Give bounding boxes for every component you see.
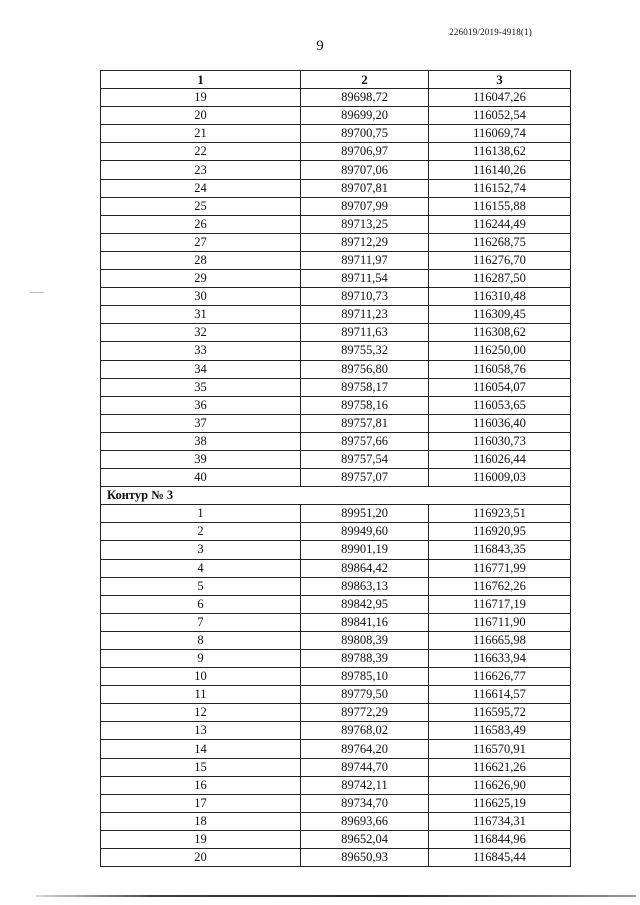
coordinate-x: 89808,39	[301, 631, 429, 649]
table-row	[101, 324, 571, 342]
coordinate-x: 89768,02	[301, 722, 429, 740]
coordinate-y: 116843,35	[429, 541, 571, 559]
coordinate-y: 116762,26	[429, 577, 571, 595]
point-number: 12	[101, 704, 301, 722]
point-number: 15	[101, 758, 301, 776]
coordinate-y: 116030,73	[429, 432, 571, 450]
coordinate-x: 89841,16	[301, 613, 429, 631]
table-row	[101, 595, 571, 613]
coordinate-x: 89700,75	[301, 125, 429, 143]
point-number: 9	[101, 650, 301, 668]
coordinate-y: 116309,45	[429, 306, 571, 324]
point-number: 25	[101, 197, 301, 215]
coordinate-x: 89706,97	[301, 143, 429, 161]
point-number: 20	[101, 107, 301, 125]
coordinate-x: 89742,11	[301, 776, 429, 794]
coordinate-x: 89711,97	[301, 251, 429, 269]
table-row	[101, 215, 571, 233]
coordinate-y: 116711,90	[429, 613, 571, 631]
coordinate-x: 89758,16	[301, 396, 429, 414]
coordinate-x: 89757,07	[301, 469, 429, 487]
table-row	[101, 179, 571, 197]
coordinate-x: 89863,13	[301, 577, 429, 595]
table-row	[101, 650, 571, 668]
point-number: 14	[101, 740, 301, 758]
coordinate-x: 89652,04	[301, 830, 429, 848]
coordinate-x: 89864,42	[301, 559, 429, 577]
point-number: 17	[101, 794, 301, 812]
coordinate-x: 89710,73	[301, 288, 429, 306]
point-number: 33	[101, 342, 301, 360]
point-number: 1	[101, 505, 301, 523]
column-header-3: 3	[429, 71, 571, 89]
coordinate-y: 116250,00	[429, 342, 571, 360]
table-row	[101, 197, 571, 215]
table-row	[101, 432, 571, 450]
table-row	[101, 89, 571, 107]
coordinate-x: 89757,81	[301, 414, 429, 432]
table-row	[101, 758, 571, 776]
table-row	[101, 668, 571, 686]
point-number: 29	[101, 270, 301, 288]
table-header-row	[101, 71, 571, 89]
coordinate-y: 116920,95	[429, 523, 571, 541]
coordinate-y: 116845,44	[429, 849, 571, 867]
coordinates-table	[100, 70, 571, 867]
coordinate-x: 89842,95	[301, 595, 429, 613]
point-number: 16	[101, 776, 301, 794]
coordinate-x: 89757,54	[301, 450, 429, 468]
table-row	[101, 631, 571, 649]
table-row	[101, 505, 571, 523]
coordinate-x: 89779,50	[301, 686, 429, 704]
table-row	[101, 125, 571, 143]
coordinate-x: 89698,72	[301, 89, 429, 107]
table-row	[101, 251, 571, 269]
table-row	[101, 704, 571, 722]
coordinate-y: 116152,74	[429, 179, 571, 197]
point-number: 11	[101, 686, 301, 704]
table-body-contour-2	[101, 89, 571, 487]
coordinate-y: 116140,26	[429, 161, 571, 179]
coordinate-x: 89785,10	[301, 668, 429, 686]
point-number: 27	[101, 233, 301, 251]
page-number: 9	[316, 38, 324, 54]
point-number: 2	[101, 523, 301, 541]
point-number: 19	[101, 830, 301, 848]
column-header-2: 2	[301, 71, 429, 89]
point-number: 35	[101, 378, 301, 396]
coordinate-x: 89734,70	[301, 794, 429, 812]
coordinate-y: 116053,65	[429, 396, 571, 414]
point-number: 20	[101, 849, 301, 867]
point-number: 38	[101, 432, 301, 450]
coordinate-y: 116047,26	[429, 89, 571, 107]
coordinate-y: 116583,49	[429, 722, 571, 740]
table-row	[101, 740, 571, 758]
point-number: 6	[101, 595, 301, 613]
coordinate-x: 89949,60	[301, 523, 429, 541]
coordinate-y: 116844,96	[429, 830, 571, 848]
point-number: 26	[101, 215, 301, 233]
coordinate-x: 89713,25	[301, 215, 429, 233]
point-number: 34	[101, 360, 301, 378]
coordinate-x: 89744,70	[301, 758, 429, 776]
coordinate-y: 116923,51	[429, 505, 571, 523]
point-number: 13	[101, 722, 301, 740]
point-number: 31	[101, 306, 301, 324]
coordinate-x: 89756,80	[301, 360, 429, 378]
table-row	[101, 794, 571, 812]
scan-edge-line	[36, 895, 636, 897]
coordinate-y: 116287,50	[429, 270, 571, 288]
table-row	[101, 613, 571, 631]
table-row	[101, 270, 571, 288]
coordinate-x: 89711,54	[301, 270, 429, 288]
table-row	[101, 414, 571, 432]
table-row	[101, 306, 571, 324]
coordinate-x: 89758,17	[301, 378, 429, 396]
point-number: 8	[101, 631, 301, 649]
point-number: 37	[101, 414, 301, 432]
coordinate-x: 89788,39	[301, 650, 429, 668]
coordinate-y: 116069,74	[429, 125, 571, 143]
coordinate-x: 89707,99	[301, 197, 429, 215]
coordinate-x: 89772,29	[301, 704, 429, 722]
table-row	[101, 161, 571, 179]
point-number: 5	[101, 577, 301, 595]
coordinate-y: 116665,98	[429, 631, 571, 649]
coordinate-y: 116626,77	[429, 668, 571, 686]
point-number: 36	[101, 396, 301, 414]
section-row	[101, 487, 571, 505]
coordinate-y: 116621,26	[429, 758, 571, 776]
point-number: 23	[101, 161, 301, 179]
coordinate-y: 116625,19	[429, 794, 571, 812]
point-number: 22	[101, 143, 301, 161]
coordinate-y: 116009,03	[429, 469, 571, 487]
coordinate-y: 116717,19	[429, 595, 571, 613]
table-row	[101, 577, 571, 595]
table-row	[101, 812, 571, 830]
table-row	[101, 559, 571, 577]
coordinate-x: 89764,20	[301, 740, 429, 758]
coordinate-y: 116155,88	[429, 197, 571, 215]
point-number: 28	[101, 251, 301, 269]
coordinate-y: 116244,49	[429, 215, 571, 233]
table-row	[101, 233, 571, 251]
table-row	[101, 378, 571, 396]
table-row	[101, 396, 571, 414]
table-row	[101, 849, 571, 867]
point-number: 32	[101, 324, 301, 342]
table-row	[101, 342, 571, 360]
point-number: 7	[101, 613, 301, 631]
table-row	[101, 830, 571, 848]
coordinate-y: 116308,62	[429, 324, 571, 342]
table-row	[101, 776, 571, 794]
coordinate-y: 116058,76	[429, 360, 571, 378]
coordinate-x: 89712,29	[301, 233, 429, 251]
point-number: 24	[101, 179, 301, 197]
coordinate-x: 89757,66	[301, 432, 429, 450]
coordinate-y: 116052,54	[429, 107, 571, 125]
table-row	[101, 686, 571, 704]
coordinate-y: 116570,91	[429, 740, 571, 758]
coordinate-y: 116626,90	[429, 776, 571, 794]
point-number: 30	[101, 288, 301, 306]
table-row	[101, 107, 571, 125]
point-number: 40	[101, 469, 301, 487]
coordinate-x: 89951,20	[301, 505, 429, 523]
coordinate-y: 116614,57	[429, 686, 571, 704]
coordinate-y: 116771,99	[429, 559, 571, 577]
table-body-contour-3	[101, 505, 571, 867]
coordinate-y: 116026,44	[429, 450, 571, 468]
document-code: 226019/2019-4918(1)	[449, 27, 532, 37]
column-header-1: 1	[101, 71, 301, 89]
coordinate-y: 116595,72	[429, 704, 571, 722]
point-number: 10	[101, 668, 301, 686]
coordinate-x: 89699,20	[301, 107, 429, 125]
table-section-contour-3	[101, 487, 571, 505]
coordinate-x: 89707,06	[301, 161, 429, 179]
table-row	[101, 541, 571, 559]
coordinate-x: 89711,63	[301, 324, 429, 342]
coordinate-x: 89755,32	[301, 342, 429, 360]
coordinate-y: 116276,70	[429, 251, 571, 269]
point-number: 39	[101, 450, 301, 468]
coordinate-y: 116138,62	[429, 143, 571, 161]
table-row	[101, 469, 571, 487]
point-number: 19	[101, 89, 301, 107]
coordinate-x: 89693,66	[301, 812, 429, 830]
point-number: 18	[101, 812, 301, 830]
coordinate-y: 116054,07	[429, 378, 571, 396]
coordinate-x: 89650,93	[301, 849, 429, 867]
coordinate-y: 116268,75	[429, 233, 571, 251]
table-row	[101, 722, 571, 740]
coordinate-y: 116310,48	[429, 288, 571, 306]
coordinate-x: 89901,19	[301, 541, 429, 559]
point-number: 4	[101, 559, 301, 577]
table-row	[101, 450, 571, 468]
table-row	[101, 523, 571, 541]
coordinate-y: 116633,94	[429, 650, 571, 668]
scan-artifact	[30, 292, 44, 293]
section-label: Контур № 3	[101, 487, 571, 505]
coordinate-y: 116036,40	[429, 414, 571, 432]
coordinate-x: 89711,23	[301, 306, 429, 324]
table-row	[101, 288, 571, 306]
coordinate-y: 116734,31	[429, 812, 571, 830]
table-row	[101, 143, 571, 161]
point-number: 21	[101, 125, 301, 143]
point-number: 3	[101, 541, 301, 559]
table-row	[101, 360, 571, 378]
coordinate-x: 89707,81	[301, 179, 429, 197]
